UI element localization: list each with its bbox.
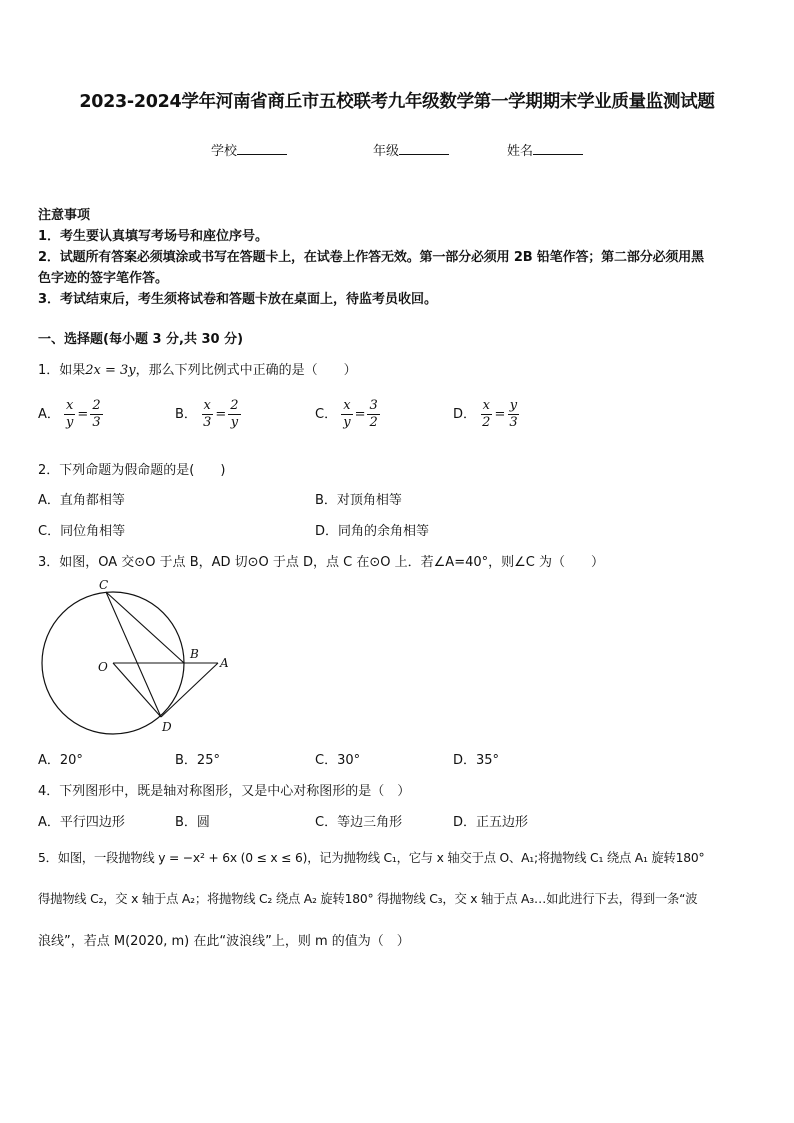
note-2-cont: 色字迹的签字笔作答。 xyxy=(38,271,169,286)
option-letter: B． xyxy=(175,407,197,422)
grade-field[interactable] xyxy=(373,140,449,159)
q3-option-c[interactable]: C．30° xyxy=(315,753,361,768)
fraction-right xyxy=(90,398,102,431)
grade-label: 年级 xyxy=(373,144,400,159)
numerator: x xyxy=(203,398,211,413)
q1-expression: 2x = 3y xyxy=(85,363,136,378)
school-field[interactable] xyxy=(211,140,287,159)
label-d: D xyxy=(162,720,172,734)
q4-stem: 4．下列图形中，既是轴对称图形，又是中心对称图形的是（ ） xyxy=(38,784,411,799)
q1-stem-pre: 1．如果 xyxy=(38,363,86,378)
q3-stem: 3．如图，OA 交⊙O 于点 B，AD 切⊙O 于点 D，点 C 在⊙O 上．若∠A=40°，则∠C 为（ ） xyxy=(38,555,604,570)
segment-od xyxy=(113,663,161,717)
section-heading: 一、选择题(每小题 3 分,共 30 分) xyxy=(38,332,244,347)
segment-ad xyxy=(161,663,218,717)
label-c: C xyxy=(99,578,109,592)
numerator: 2 xyxy=(230,398,239,413)
denominator: 3 xyxy=(509,415,518,430)
q2-stem: 2．下列命题为假命题的是( ) xyxy=(38,463,226,478)
denominator: 3 xyxy=(203,415,212,430)
segment-cb xyxy=(106,592,184,663)
q5-line-1: 5．如图，一段抛物线 y = −x² + 6x (0 ≤ x ≤ 6)，记为抛物线 C₁，它与 x 轴交于点 O、A₁;将抛物线 C₁ 绕点 A₁ 旋转180° xyxy=(38,851,705,865)
option-letter: C． xyxy=(315,407,338,422)
fraction-right xyxy=(228,398,240,431)
school-label: 学校 xyxy=(211,144,238,159)
page-title: 2023-2024学年河南省商丘市五校联考九年级数学第一学期期末学业质量监测试题 xyxy=(79,92,715,112)
denominator: 2 xyxy=(369,415,378,430)
q1-option-c[interactable] xyxy=(315,398,380,431)
denominator: y xyxy=(230,415,239,430)
q3-option-b[interactable]: B．25° xyxy=(175,753,220,768)
label-b: B xyxy=(190,647,199,661)
q2-option-b[interactable]: B．对顶角相等 xyxy=(315,493,402,508)
name-label: 姓名 xyxy=(507,144,534,159)
numerator: x xyxy=(343,398,351,413)
fraction-right xyxy=(367,398,379,431)
label-a: A xyxy=(220,656,229,670)
q1-option-a[interactable] xyxy=(38,398,103,431)
label-o: O xyxy=(98,660,108,674)
q4-option-d[interactable]: D．正五边形 xyxy=(453,815,529,830)
q1-stem-post: ，那么下列比例式中正确的是（ ） xyxy=(135,363,357,378)
equals-sign: = xyxy=(77,407,89,422)
equals-sign: = xyxy=(354,407,366,422)
fraction-left xyxy=(64,398,75,431)
fraction-right xyxy=(507,398,519,431)
numerator: x xyxy=(482,398,490,413)
name-blank[interactable] xyxy=(533,141,583,155)
numerator: x xyxy=(66,398,74,413)
equals-sign: = xyxy=(215,407,227,422)
numerator: y xyxy=(509,398,518,413)
q4-option-a[interactable]: A．平行四边形 xyxy=(38,815,125,830)
q1-stem xyxy=(38,359,357,378)
denominator: 3 xyxy=(92,415,101,430)
denominator: 2 xyxy=(482,415,491,430)
q3-option-d[interactable]: D．35° xyxy=(453,753,500,768)
grade-blank[interactable] xyxy=(399,141,449,155)
circle-tangent-figure xyxy=(36,578,236,736)
note-2: 2．试题所有答案必须填涂或书写在答题卡上，在试卷上作答无效。第一部分必须用 2B 铅笔作答；第二部分必须用黑 xyxy=(38,250,704,265)
denominator: y xyxy=(343,415,351,430)
note-1: 1．考生要认真填写考场号和座位序号。 xyxy=(38,229,269,244)
q2-option-d[interactable]: D．同角的余角相等 xyxy=(315,524,430,539)
q1-option-b[interactable] xyxy=(175,398,241,431)
q4-option-c[interactable]: C．等边三角形 xyxy=(315,815,403,830)
denominator: y xyxy=(66,415,74,430)
notes-heading: 注意事项 xyxy=(38,208,91,223)
numerator: 3 xyxy=(369,398,378,413)
q4-option-b[interactable]: B．圆 xyxy=(175,815,210,830)
note-3: 3．考试结束后，考生须将试卷和答题卡放在桌面上，待监考员收回。 xyxy=(38,292,438,307)
option-letter: D． xyxy=(453,407,477,422)
q5-line-2: 得抛物线 C₂，交 x 轴于点 A₂；将抛物线 C₂ 绕点 A₂ 旋转180° 得抛物线 C₃，交 x 轴于点 A₃…如此进行下去，得到一条“波 xyxy=(38,892,698,906)
fraction-left xyxy=(341,398,352,431)
q3-option-a[interactable]: A．20° xyxy=(38,753,83,768)
q5-line-3: 浪线”，若点 M(2020, m) 在此“波浪线”上，则 m 的值为（ ） xyxy=(38,934,410,949)
segment-cd xyxy=(106,592,161,717)
option-letter: A． xyxy=(38,407,60,422)
fraction-left xyxy=(480,398,492,431)
equals-sign: = xyxy=(494,407,506,422)
q1-option-d[interactable] xyxy=(453,398,520,431)
fraction-left xyxy=(201,398,213,431)
numerator: 2 xyxy=(92,398,101,413)
q2-option-c[interactable]: C．同位角相等 xyxy=(38,524,126,539)
school-blank[interactable] xyxy=(237,141,287,155)
name-field[interactable] xyxy=(507,140,583,159)
q2-option-a[interactable]: A．直角都相等 xyxy=(38,493,125,508)
